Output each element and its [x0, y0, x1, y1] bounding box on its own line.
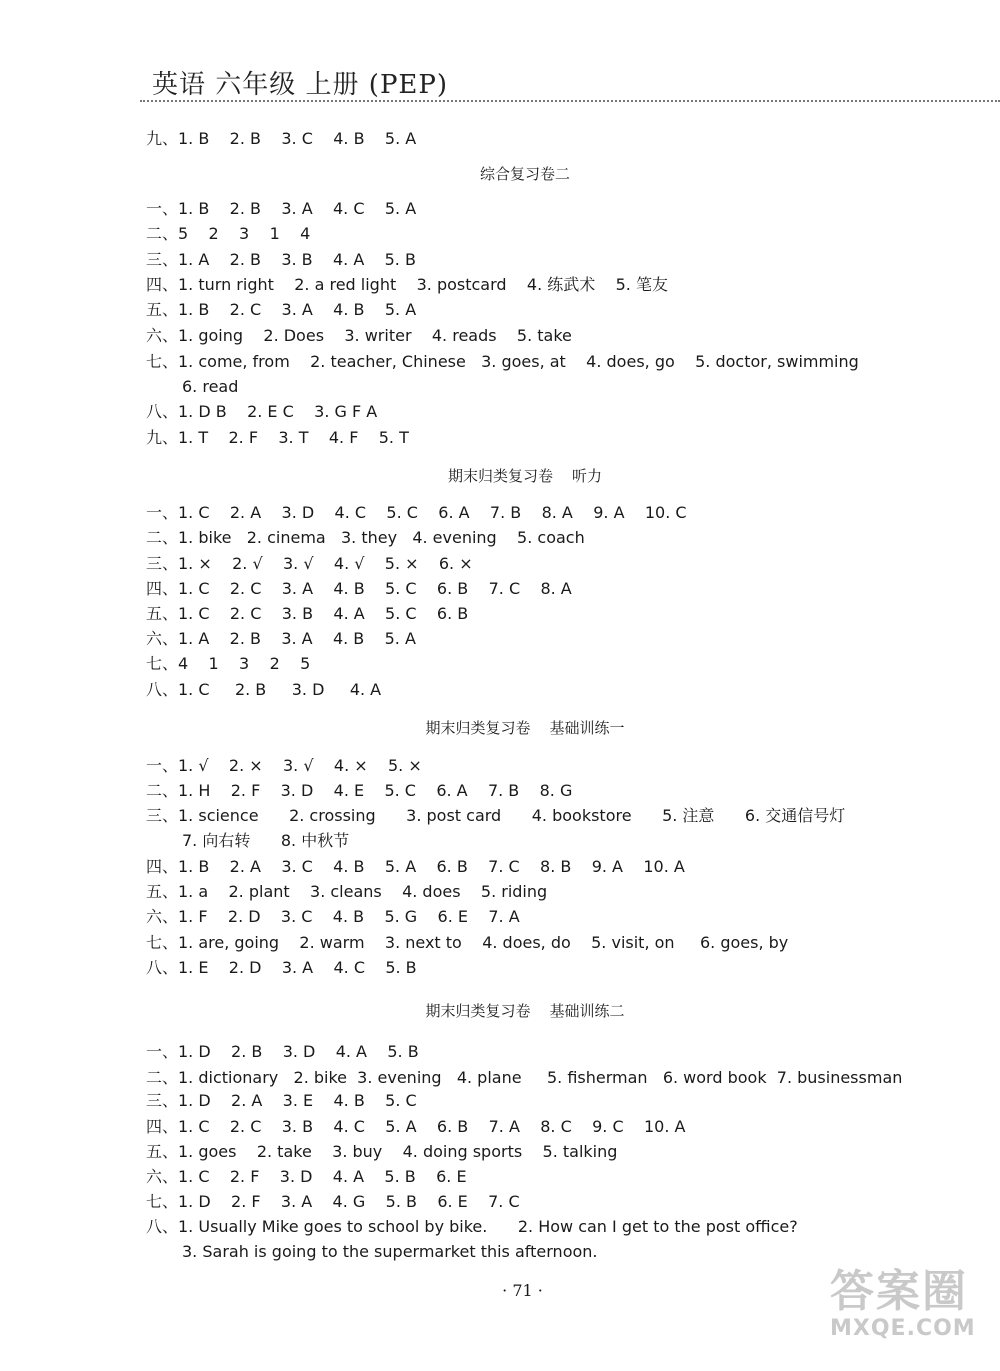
answer-line: 七、4 1 3 2 5 [146, 654, 311, 673]
answer-line: 五、1. goes 2. take 3. buy 4. doing sports 5. talking [146, 1142, 618, 1161]
answer-line: 四、1. C 2. C 3. A 4. B 5. C 6. B 7. C 8. A [146, 579, 572, 598]
answer-line: 七、1. D 2. F 3. A 4. G 5. B 6. E 7. C [146, 1192, 520, 1211]
answer-line: 一、1. D 2. B 3. D 4. A 5. B [146, 1042, 419, 1061]
answer-line: 二、1. bike 2. cinema 3. they 4. evening 5. coach [146, 528, 585, 547]
answer-line: 一、1. √ 2. × 3. √ 4. × 5. × [146, 756, 422, 775]
answer-line: 三、1. science 2. crossing 3. post card 4. bookstore 5. 注意 6. 交通信号灯 [146, 806, 846, 825]
answer-line-continued: 3. Sarah is going to the supermarket this afternoon. [182, 1242, 598, 1261]
answer-line: 五、1. B 2. C 3. A 4. B 5. A [146, 300, 417, 319]
answer-line: 五、1. a 2. plant 3. cleans 4. does 5. riding [146, 882, 548, 901]
answer-line: 八、1. D B 2. E C 3. G F A [146, 402, 378, 421]
answer-line: 六、1. F 2. D 3. C 4. B 5. G 6. E 7. A [146, 907, 520, 926]
section-title: 期末归类复习卷 基础训练二 [425, 1002, 625, 1020]
answer-line: 五、1. C 2. C 3. B 4. A 5. C 6. B [146, 604, 469, 623]
answer-line: 一、1. C 2. A 3. D 4. C 5. C 6. A 7. B 8. A 9. A 10. C [146, 503, 687, 522]
answer-line-continued: 6. read [182, 377, 239, 396]
answer-line: 二、1. dictionary 2. bike 3. evening 4. plane 5. fisherman 6. word book 7. businessman [146, 1068, 903, 1087]
answer-line: 八、1. Usually Mike goes to school by bike. 2. How can I get to the post office? [146, 1217, 798, 1236]
answer-line: 三、1. A 2. B 3. B 4. A 5. B [146, 250, 416, 269]
answer-line: 四、1. C 2. C 3. B 4. C 5. A 6. B 7. A 8. C 9. C 10. A [146, 1117, 686, 1136]
section-title: 期末归类复习卷 基础训练一 [425, 719, 625, 737]
answer-line: 六、1. going 2. Does 3. writer 4. reads 5. take [146, 326, 572, 345]
section-title: 期末归类复习卷 听力 [447, 467, 603, 485]
answer-line: 七、1. come, from 2. teacher, Chinese 3. goes, at 4. does, go 5. doctor, swimming [146, 352, 859, 371]
header-divider [140, 100, 1000, 102]
answer-line: 六、1. A 2. B 3. A 4. B 5. A [146, 629, 416, 648]
answer-line: 八、1. C 2. B 3. D 4. A [146, 680, 382, 699]
page-header-title: 英语 六年级 上册 (PEP) [152, 70, 449, 100]
answer-line: 九、1. T 2. F 3. T 4. F 5. T [146, 428, 409, 447]
answer-line-continued: 7. 向右转 8. 中秋节 [182, 831, 350, 850]
answer-line: 四、1. B 2. A 3. C 4. B 5. A 6. B 7. C 8. B 9. A 10. A [146, 857, 685, 876]
watermark-url: MXQE.COM [830, 1316, 976, 1341]
answer-line: 三、1. D 2. A 3. E 4. B 5. C [146, 1091, 417, 1110]
answer-line: 六、1. C 2. F 3. D 4. A 5. B 6. E [146, 1167, 467, 1186]
answer-line: 八、1. E 2. D 3. A 4. C 5. B [146, 958, 417, 977]
answer-line: 一、1. B 2. B 3. A 4. C 5. A [146, 199, 417, 218]
answer-line: 三、1. × 2. √ 3. √ 4. √ 5. × 6. × [146, 554, 473, 573]
answer-line: 二、1. H 2. F 3. D 4. E 5. C 6. A 7. B 8. G [146, 781, 573, 800]
answer-line: 二、5 2 3 1 4 [146, 224, 311, 243]
section-title: 综合复习卷二 [479, 165, 570, 183]
answer-line: 四、1. turn right 2. a red light 3. postcard 4. 练武术 5. 笔友 [146, 275, 668, 294]
answer-line: 七、1. are, going 2. warm 3. next to 4. does, do 5. visit, on 6. goes, by [146, 933, 789, 952]
watermark-logo: 答案圈 [830, 1266, 968, 1317]
watermark [830, 1268, 990, 1363]
answer-line: 九、1. B 2. B 3. C 4. B 5. A [146, 129, 417, 148]
page-number: · 71 · [502, 1281, 543, 1300]
